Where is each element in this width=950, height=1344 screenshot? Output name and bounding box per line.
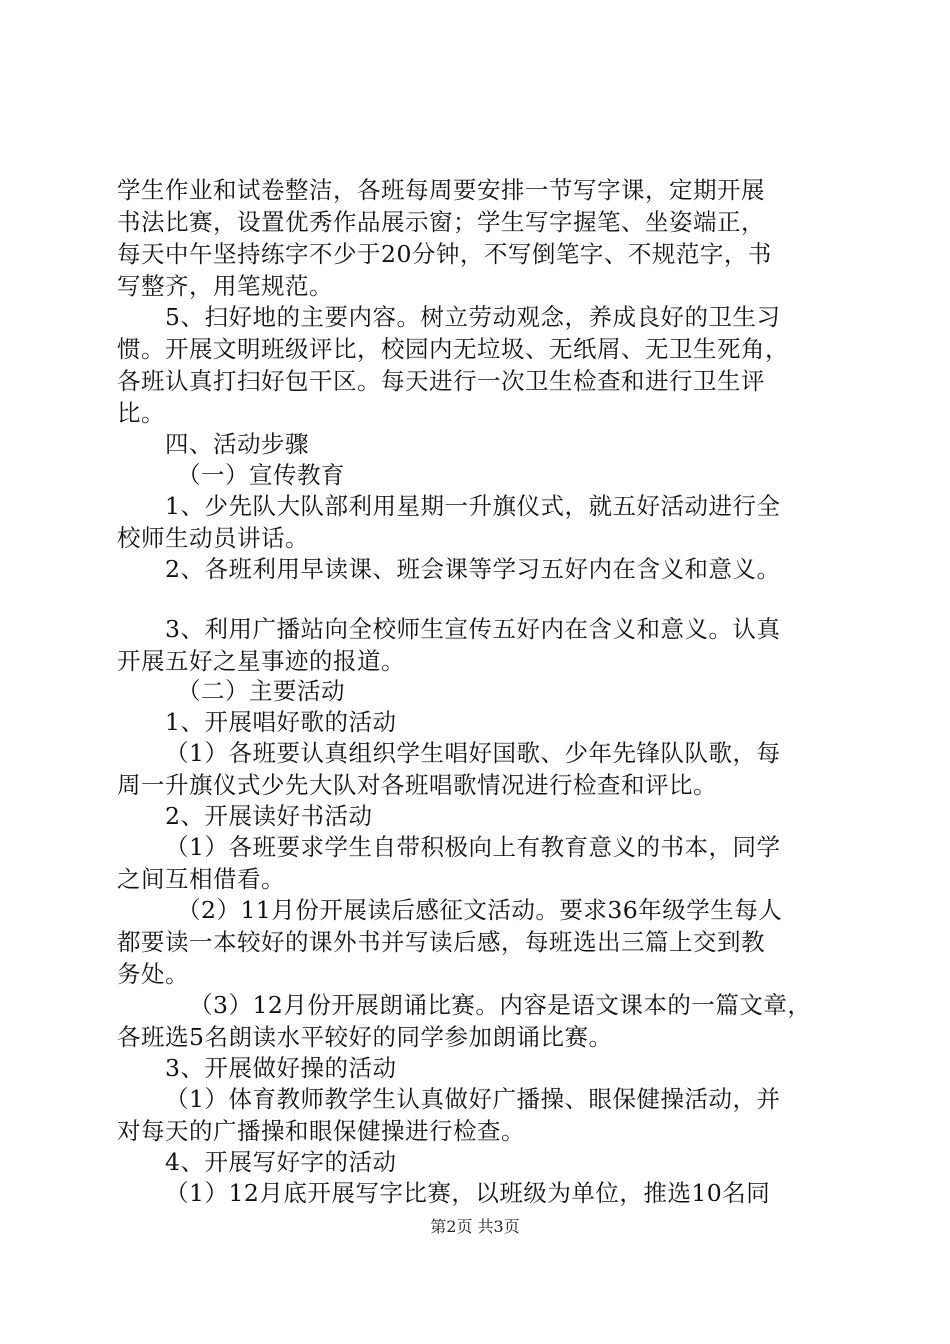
text-line: 学生作业和试卷整洁，各班每周要安排一节写字课，定期开展: [117, 176, 765, 204]
text-line: 2、各班利用早读课、班会课等学习五好内在含义和意义。: [165, 555, 781, 583]
subsection-heading: （二）主要活动: [177, 677, 345, 705]
text-line: 每天中午坚持练字不少于20分钟，不写倒笔字、不规范字，书: [117, 240, 772, 268]
page-footer: 第2页 共3页: [430, 1217, 520, 1236]
text-line: 各班认真打扫好包干区。每天进行一次卫生检查和进行卫生评: [117, 367, 765, 395]
text-line: （1）12月底开展写字比赛，以班级为单位，推选10名同: [165, 1179, 771, 1207]
text-line: （2）11月份开展读后感征文活动。要求36年级学生每人: [177, 896, 783, 924]
text-line: 各班选5名朗读水平较好的同学参加朗诵比赛。: [117, 1023, 613, 1051]
text-line: （1）各班要认真组织学生唱好国歌、少年先锋队队歌，每: [165, 739, 781, 767]
text-line: 1、少先队大队部利用星期一升旗仪式，就五好活动进行全: [165, 492, 781, 520]
text-line: （3）12月份开展朗诵比赛。内容是语文课本的一篇文章，: [189, 991, 812, 1019]
text-line: 2、开展读好书活动: [165, 802, 373, 830]
subsection-heading: （一）宣传教育: [177, 461, 345, 489]
text-line: 都要读一本较好的课外书并写读后感，每班选出三篇上交到教: [117, 928, 765, 956]
text-line: 比。: [117, 399, 165, 427]
text-line: 对每天的广播操和眼保健操进行检查。: [117, 1117, 525, 1145]
text-line: 4、开展写好字的活动: [165, 1148, 397, 1176]
text-line: 1、开展唱好歌的活动: [165, 708, 397, 736]
text-line: 5、扫好地的主要内容。树立劳动观念，养成良好的卫生习: [165, 303, 781, 331]
text-line: 周一升旗仪式少先大队对各班唱歌情况进行检查和评比。: [117, 771, 717, 799]
text-line: 之间互相借看。: [117, 865, 285, 893]
text-line: （1）各班要求学生自带积极向上有教育意义的书本，同学: [165, 833, 781, 861]
text-line: 惯。开展文明班级评比，校园内无垃圾、无纸屑、无卫生死角，: [117, 335, 789, 363]
text-line: 书法比赛，设置优秀作品展示窗；学生写字握笔、坐姿端正，: [117, 208, 765, 236]
text-line: 3、开展做好操的活动: [165, 1054, 397, 1082]
text-line: （1）体育教师教学生认真做好广播操、眼保健操活动，并: [165, 1085, 781, 1113]
text-line: 校师生动员讲话。: [117, 524, 309, 552]
text-line: 务处。: [117, 960, 189, 988]
text-line: 开展五好之星事迹的报道。: [117, 647, 405, 675]
section-heading: 四、活动步骤: [165, 430, 309, 458]
text-line: 写整齐，用笔规范。: [117, 272, 333, 300]
text-line: 3、利用广播站向全校师生宣传五好内在含义和意义。认真: [165, 615, 781, 643]
